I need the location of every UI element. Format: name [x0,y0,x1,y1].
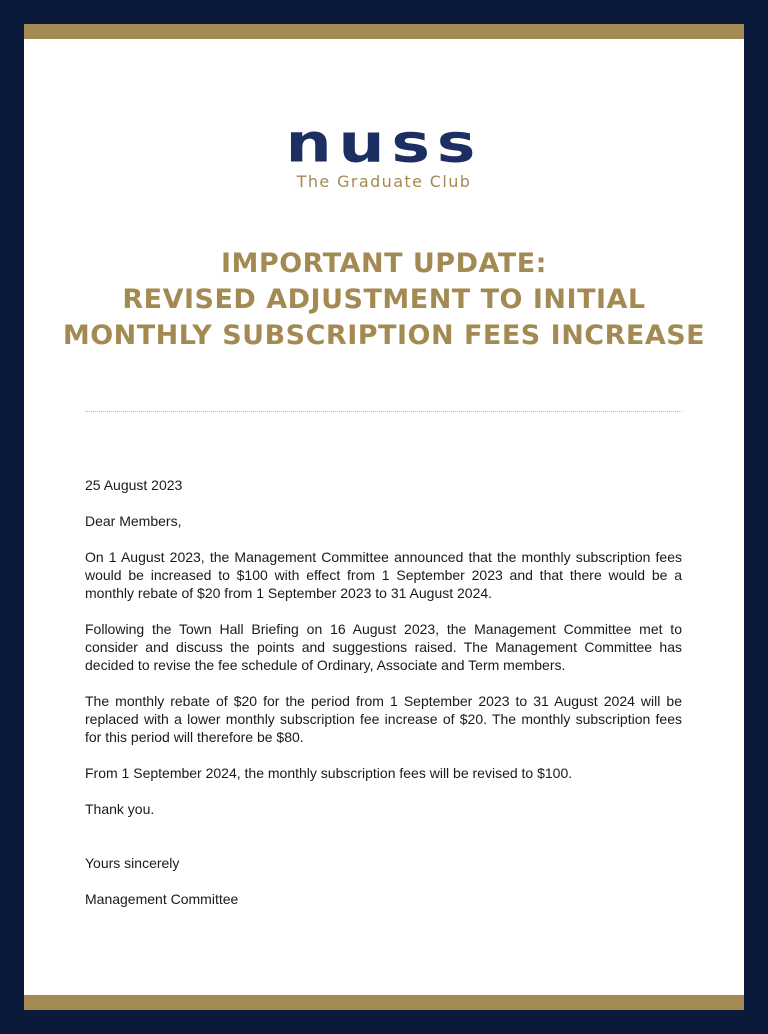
bottom-gold-border [24,995,744,1010]
top-gold-border [24,24,744,39]
notice-page [24,24,744,1010]
dotted-divider [85,411,682,412]
letter-paragraph: From 1 September 2024, the monthly subscription fees will be revised to $100. [85,765,573,781]
letter-salutation: Dear Members, [85,513,182,529]
letter-paragraph: The monthly rebate of $20 for the period from 1 September 2023 to 31 August 2024 will be replaced with a lower monthly subscription fee increase of $20. The monthly subscription fees for this period will therefore be $80. [85,693,682,745]
headline-line-2: REVISED ADJUSTMENT TO INITIAL [122,284,646,315]
logo-wordmark: nuss [285,111,483,175]
letter-signoff: Yours sincerely [85,855,180,871]
letter-date: 25 August 2023 [85,477,183,493]
letter-signature: Management Committee [85,891,239,907]
letter-body [85,476,682,926]
headline-line-3: MONTHLY SUBSCRIPTION FEES INCREASE [62,320,706,351]
letter-paragraph: Following the Town Hall Briefing on 16 August 2023, the Management Committee met to consider and discuss the points and suggestions raised. The Management Committee has decided to revise the fee schedule of Ordinary, Associate and Term members. [85,621,682,673]
headline-line-1: IMPORTANT UPDATE: [221,248,547,279]
notice-headline [44,246,724,354]
logo-tagline: The Graduate Club [296,172,472,191]
letter-thanks: Thank you. [85,801,155,817]
nuss-logo [24,111,744,191]
letter-paragraph: On 1 August 2023, the Management Committee announced that the monthly subscription fees would be increased to $100 with effect from 1 September 2023 and that there would be a monthly rebate of $20 from 1 September 2023 to 31 August 2024. [85,549,682,601]
